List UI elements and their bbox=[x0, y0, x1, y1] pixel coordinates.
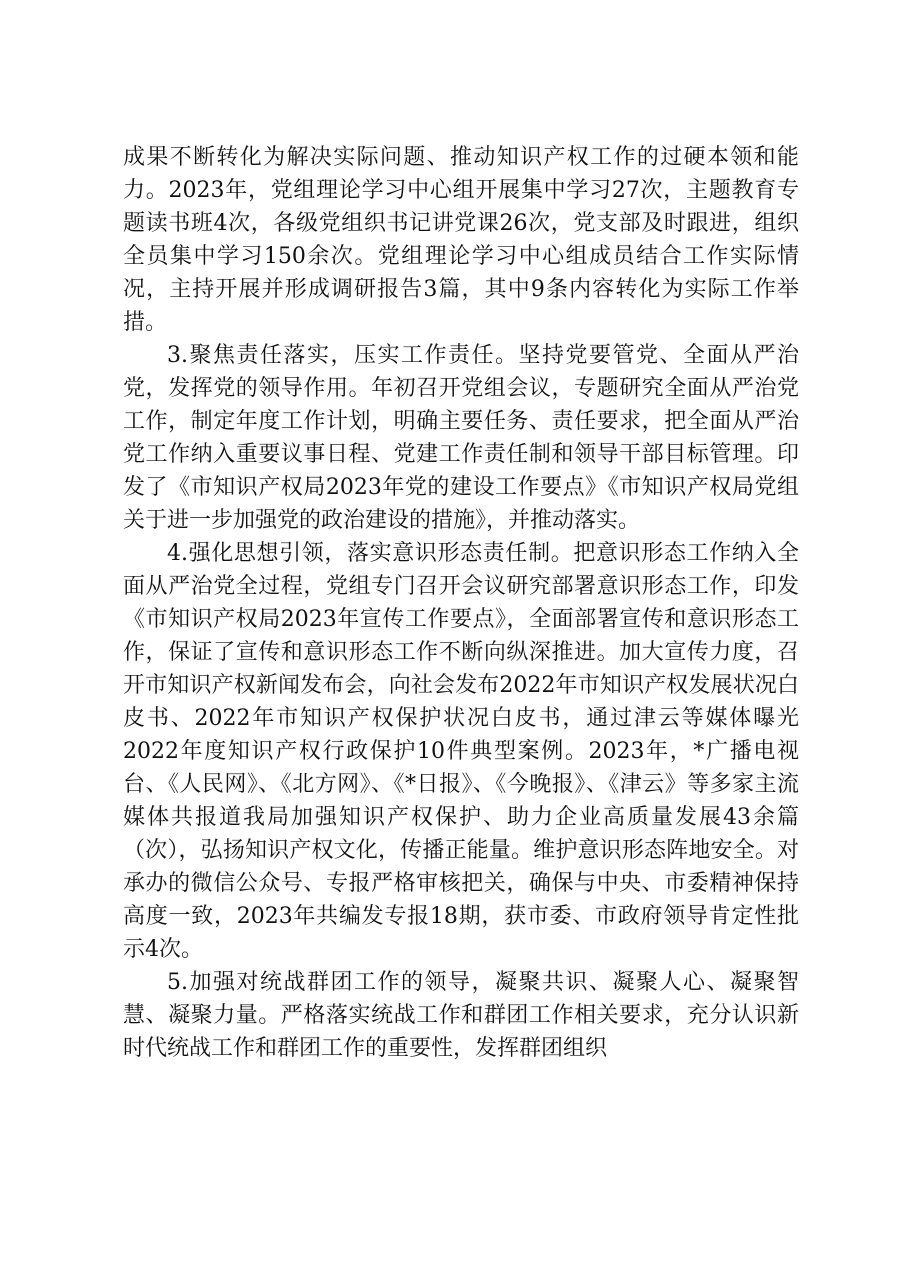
paragraph-item-3: 3.聚焦责任落实，压实工作责任。坚持党要管党、全面从严治党，发挥党的领导作用。年初召开党组会议，专题研究全面从严治党工作，制定年度工作计划，明确主要任务、责任要求，把全面从严治党工作纳入重要议事日程、党建工作责任制和领导干部目标管理。印发了《市知识产权局2023年党的建设工作要点》《市知识产权局党组关于进一步加强党的政治建设的措施》，并推动落实。 bbox=[123, 343, 799, 533]
paragraph-item-4: 4.强化思想引领，落实意识形态责任制。把意识形态工作纳入全面从严治党全过程，党组专门召开会议研究部署意识形态工作，印发《市知识产权局2023年宣传工作要点》，全面部署宣传和意识形态工作，保证了宣传和意识形态工作不断向纵深推进。加大宣传力度，召开市知识产权新闻发布会，向社会发布2022年市知识产权发展状况白皮书、2022年市知识产权保护状况白皮书，通过津云等媒体曝光2022年度知识产权行政保护10件典型案例。2023年，*广播电视台、《人民网》、《北方网》、《*日报》、《今晚报》、《津云》等多家主流媒体共报道我局加强知识产权保护、助力企业高质量发展43余篇（次），弘扬知识产权文化，传播正能量。维护意识形态阵地安全。对承办的微信公众号、专报严格审核把关，确保与中央、市委精神保持高度一致，2023年共编发专报18期，获市委、市政府领导肯定性批示4次。 bbox=[123, 541, 799, 962]
paragraph-item-5: 5.加强对统战群团工作的领导，凝聚共识、凝聚人心、凝聚智慧、凝聚力量。严格落实统战工作和群团工作相关要求，充分认识新时代统战工作和群团工作的重要性，发挥群团组织 bbox=[123, 970, 799, 1061]
paragraph-continuation: 成果不断转化为解决实际问题、推动知识产权工作的过硬本领和能力。2023年，党组理论学习中心组开展集中学习27次，主题教育专题读书班4次，各级党组织书记讲党课26次，党支部及时跟进，组织全员集中学习150余次。党组理论学习中心组成员结合工作实际情况，主持开展并形成调研报告3篇，其中9条内容转化为实际工作举措。 bbox=[123, 145, 800, 335]
document-body bbox=[123, 141, 799, 1065]
